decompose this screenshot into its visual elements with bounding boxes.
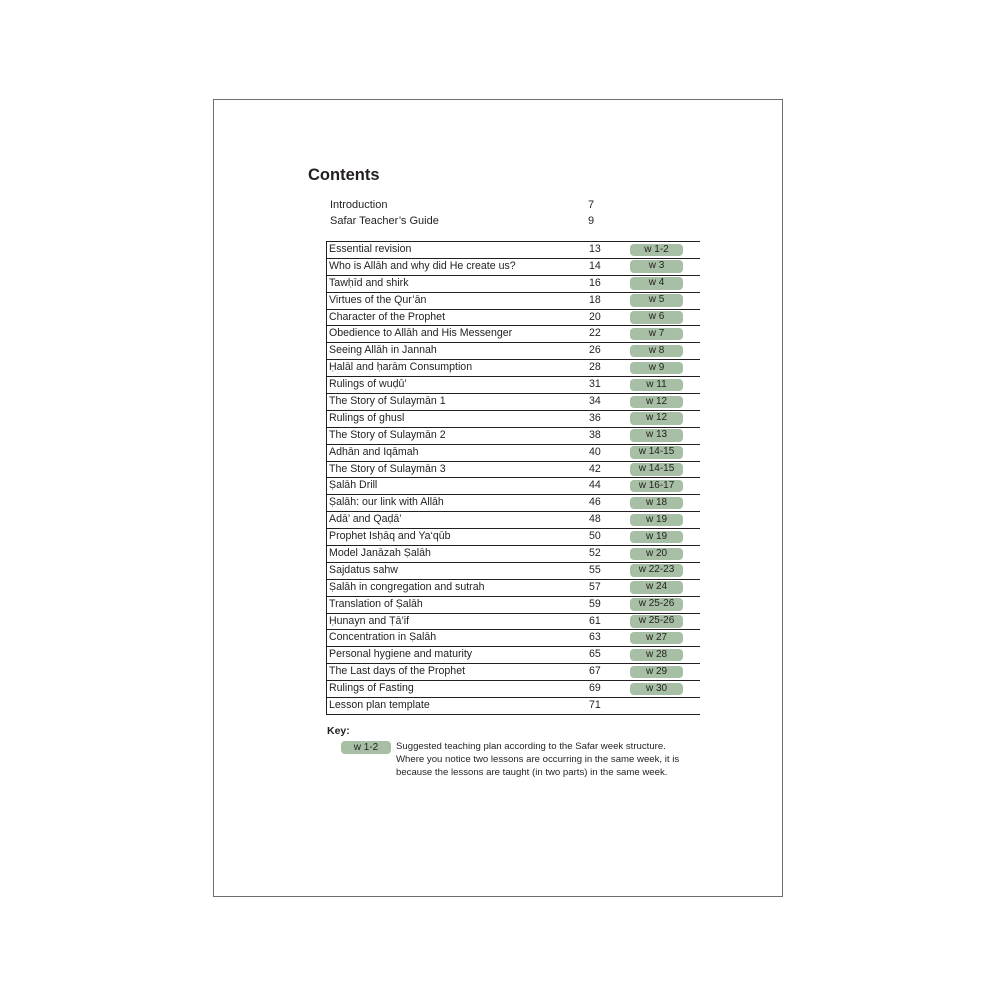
week-badge: w 16-17 [630, 480, 683, 493]
intro-item-label: Safar Teacher’s Guide [330, 215, 439, 227]
toc-label: Essential revision [329, 243, 412, 255]
toc-page: 71 [589, 699, 601, 712]
toc-row [327, 546, 700, 563]
week-badge: w 25-26 [630, 615, 683, 628]
toc-page: 28 [589, 361, 601, 374]
toc-row [327, 580, 700, 597]
toc-page: 50 [589, 530, 601, 543]
toc-label: Tawḥīd and shirk [329, 276, 409, 289]
toc-label: Who is Allāh and why did He create us? [329, 259, 516, 272]
toc-row [327, 394, 700, 411]
toc-label: Ṣalāh Drill [329, 479, 378, 492]
week-badge: w 3 [630, 260, 683, 273]
toc-page: 14 [589, 259, 601, 272]
toc-page: 36 [589, 411, 601, 424]
intro-item [330, 213, 630, 229]
toc-row [327, 326, 700, 343]
contents-table [326, 241, 700, 715]
toc-row [327, 597, 700, 614]
week-badge: w 30 [630, 683, 683, 696]
toc-label: Translation of Ṣalāh [329, 597, 423, 610]
toc-label: Ḥalāl and ḥarām Consumption [329, 361, 473, 374]
week-badge: w 22-23 [630, 564, 683, 577]
week-badge: w 14-15 [630, 446, 683, 459]
toc-page: 42 [589, 462, 601, 475]
toc-page: 13 [589, 243, 601, 255]
toc-label: The Story of Sulaymān 1 [329, 395, 446, 408]
week-badge: w 19 [630, 531, 683, 544]
week-badge: w 27 [630, 632, 683, 645]
toc-page: 59 [589, 597, 601, 610]
week-badge: w 8 [630, 345, 683, 358]
toc-row [327, 276, 700, 293]
toc-row [327, 462, 700, 479]
intro-item-page: 9 [588, 215, 595, 227]
week-badge: w 13 [630, 429, 683, 442]
key-title: Key: [327, 725, 350, 737]
toc-row [327, 310, 700, 327]
toc-page: 31 [589, 378, 601, 391]
toc-label: Concentration in Ṣalāh [329, 631, 437, 644]
intro-item-label: Introduction [330, 199, 388, 211]
toc-page: 69 [589, 682, 601, 695]
toc-row [327, 647, 700, 664]
toc-label: Prophet Isḥāq and Ya‘qūb [329, 530, 451, 543]
toc-page: 44 [589, 479, 601, 492]
toc-row [327, 360, 700, 377]
week-badge: w 25-26 [630, 598, 683, 611]
toc-page: 55 [589, 563, 601, 576]
toc-row [327, 293, 700, 310]
toc-page: 67 [589, 665, 601, 678]
toc-label: Model Janāzah Ṣalāh [329, 547, 431, 560]
week-badge: w 12 [630, 396, 683, 409]
week-badge: w 6 [630, 311, 683, 324]
contents-title: Contents [308, 166, 380, 184]
toc-label: The Last days of the Prophet [329, 665, 466, 678]
week-badge: w 9 [630, 362, 683, 375]
intro-item [330, 197, 630, 213]
toc-row [327, 495, 700, 512]
toc-page: 63 [589, 631, 601, 644]
week-badge: w 7 [630, 328, 683, 341]
toc-label: Lesson plan template [329, 699, 430, 712]
week-badge: w 14-15 [630, 463, 683, 476]
toc-page: 48 [589, 513, 601, 526]
toc-label: Personal hygiene and maturity [329, 648, 473, 661]
toc-label: Ṣalāh in congregation and sutrah [329, 580, 485, 593]
toc-label: The Story of Sulaymān 2 [329, 428, 446, 441]
toc-row [327, 411, 700, 428]
toc-row [327, 478, 700, 495]
toc-row [327, 681, 700, 698]
toc-row [327, 343, 700, 360]
week-badge: w 28 [630, 649, 683, 662]
toc-label: Adā’ and Qaḍā’ [329, 513, 402, 526]
toc-page: 57 [589, 580, 601, 593]
week-badge: w 4 [630, 277, 683, 290]
week-badge: w 18 [630, 497, 683, 510]
toc-label: Adhān and Iqāmah [329, 445, 419, 458]
toc-row [327, 529, 700, 546]
toc-page: 52 [589, 547, 601, 560]
toc-page: 26 [589, 344, 601, 357]
toc-label: Obedience to Allāh and His Messenger [329, 327, 513, 340]
toc-page: 34 [589, 395, 601, 408]
toc-row [327, 664, 700, 681]
toc-page: 46 [589, 496, 601, 509]
week-badge: w 11 [630, 379, 683, 392]
toc-page: 18 [589, 293, 601, 306]
week-badge: w 24 [630, 581, 683, 594]
key-line: because the lessons are taught (in two parts) in the same week. [396, 767, 668, 778]
toc-label: Rulings of ghusl [329, 411, 405, 424]
toc-row [327, 614, 700, 631]
key-week-badge: w 1-2 [341, 741, 391, 754]
toc-label: Seeing Allāh in Jannah [329, 344, 437, 357]
toc-page: 16 [589, 276, 601, 289]
toc-label: Ḥunayn and Ṭā’if [329, 614, 410, 627]
toc-label: Virtues of the Qur’ān [329, 293, 427, 306]
toc-label: Character of the Prophet [329, 310, 446, 323]
toc-page: 65 [589, 648, 601, 661]
toc-page: 61 [589, 614, 601, 627]
toc-label: Sajdatus sahw [329, 563, 398, 576]
toc-row [327, 698, 700, 715]
week-badge: w 5 [630, 294, 683, 307]
toc-page: 20 [589, 310, 601, 323]
key-line: Where you notice two lessons are occurring in the same week, it is [396, 754, 680, 765]
week-badge: w 19 [630, 514, 683, 527]
week-badge: w 12 [630, 412, 683, 425]
toc-page: 22 [589, 327, 601, 340]
toc-label: Rulings of wuḍū’ [329, 378, 407, 391]
key-line: Suggested teaching plan according to the Safar week structure. [396, 741, 666, 752]
toc-page: 38 [589, 428, 601, 441]
toc-label: Rulings of Fasting [329, 682, 414, 695]
key-description [396, 740, 696, 779]
toc-row [327, 428, 700, 445]
week-badge: w 20 [630, 548, 683, 561]
toc-row [327, 630, 700, 647]
toc-label: The Story of Sulaymān 3 [329, 462, 446, 475]
toc-label: Ṣalāh: our link with Allāh [329, 496, 444, 509]
toc-row [327, 377, 700, 394]
toc-row [327, 259, 700, 276]
toc-row [327, 563, 700, 580]
toc-page: 40 [589, 445, 601, 458]
week-badge: w 29 [630, 666, 683, 679]
intro-item-page: 7 [588, 199, 595, 211]
toc-row [327, 445, 700, 462]
toc-row [327, 242, 700, 259]
week-badge: w 1-2 [630, 244, 683, 257]
toc-row [327, 512, 700, 529]
